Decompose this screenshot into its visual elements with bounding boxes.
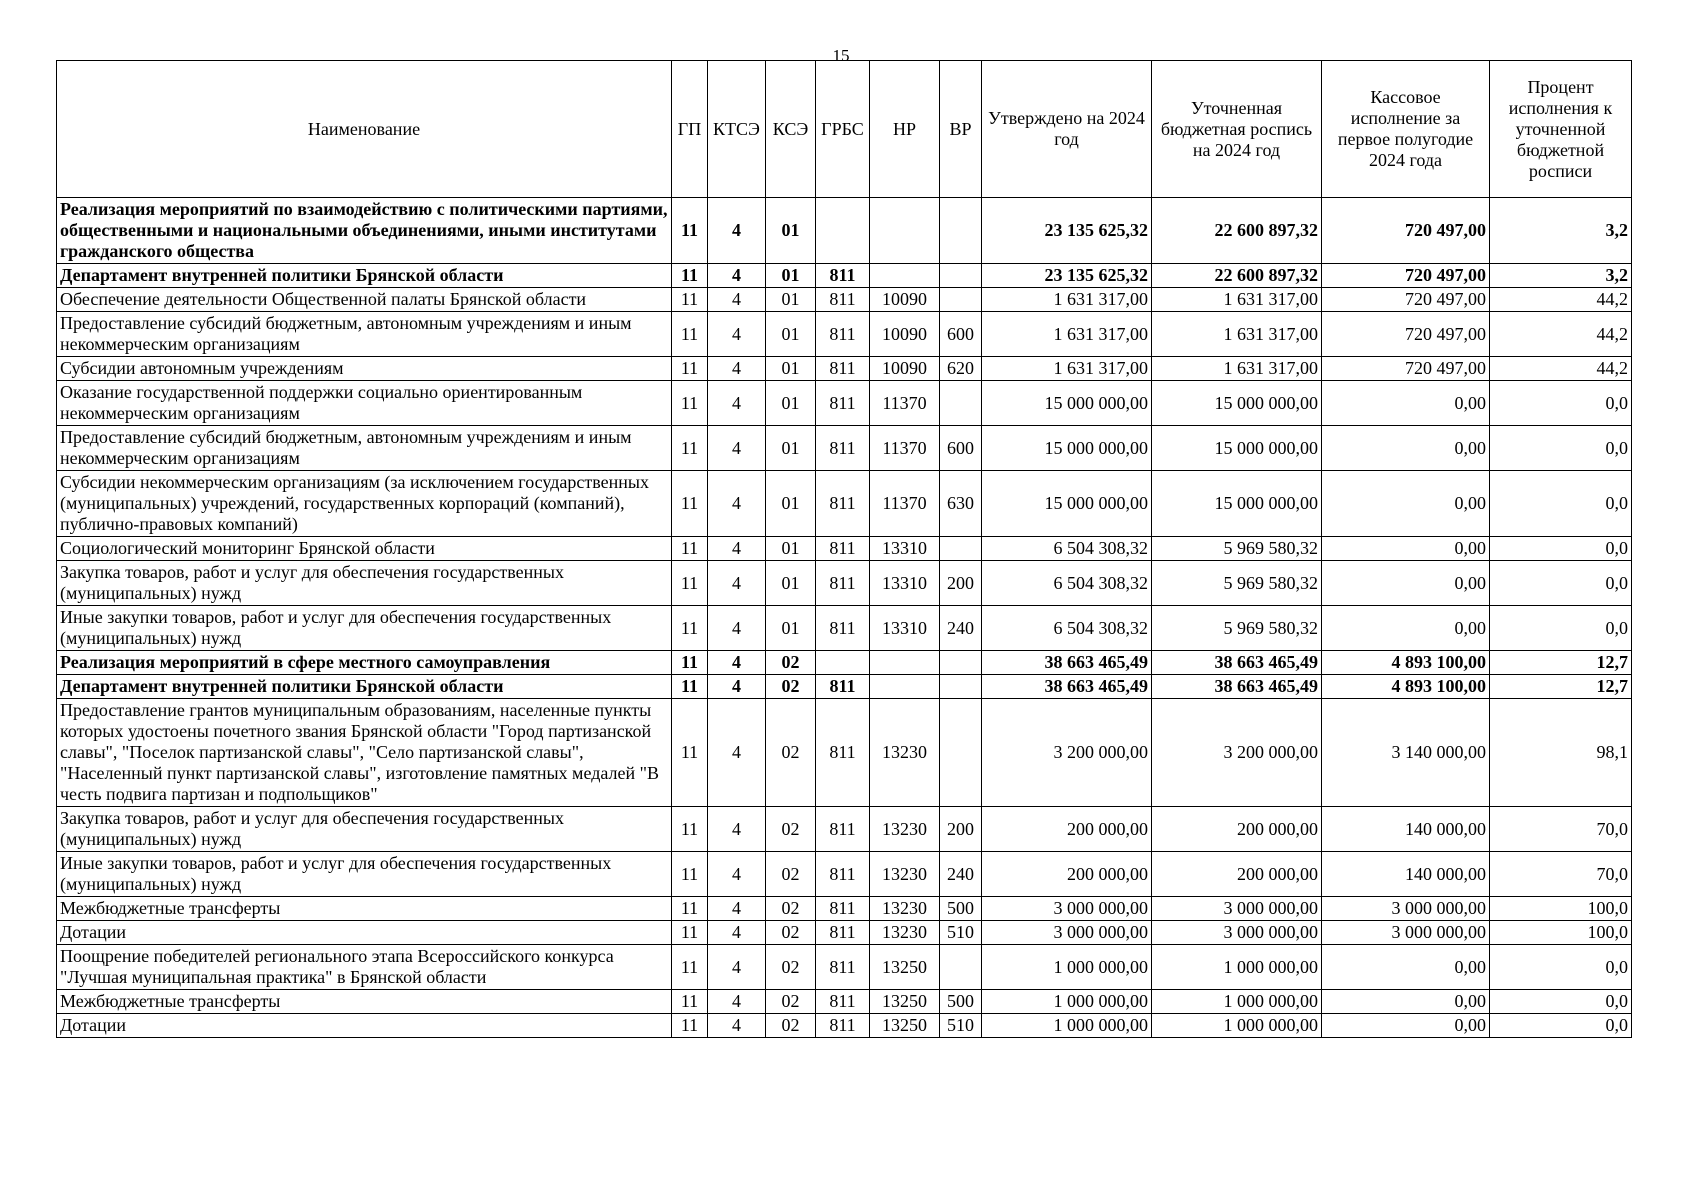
table-row [57,945,1632,990]
cell-ktse: 4 [708,357,766,381]
cell-cash: 0,00 [1322,471,1490,537]
cell-grbs: 811 [816,312,870,357]
cell-gp: 11 [672,675,708,699]
cell-name: Предоставление грантов муниципальным образованиям, населенные пункты которых удостоены почетного звания Брянской области "Город партизанской славы", "Поселок партизанской славы", "Село партизанской славы", "Населенный пункт партизанской славы", изготовление памятных медалей "В честь подвига партизан и подпольщиков" [57,699,672,807]
table-row [57,537,1632,561]
cell-grbs: 811 [816,897,870,921]
cell-cash: 0,00 [1322,990,1490,1014]
header-nr: НР [870,61,940,198]
cell-ktse: 4 [708,264,766,288]
cell-cash: 720 497,00 [1322,198,1490,264]
cell-name: Субсидии автономным учреждениям [57,357,672,381]
cell-percent: 0,0 [1490,1014,1632,1038]
cell-nr: 13310 [870,537,940,561]
cell-kse: 02 [766,807,816,852]
cell-gp: 11 [672,852,708,897]
cell-gp: 11 [672,1014,708,1038]
cell-kse: 02 [766,651,816,675]
table-row [57,852,1632,897]
cell-cash: 3 000 000,00 [1322,921,1490,945]
cell-gp: 11 [672,897,708,921]
header-grbs: ГРБС [816,61,870,198]
cell-nr: 11370 [870,426,940,471]
cell-refined: 1 000 000,00 [1152,1014,1322,1038]
cell-cash: 3 140 000,00 [1322,699,1490,807]
cell-approved: 3 200 000,00 [982,699,1152,807]
cell-kse: 01 [766,264,816,288]
header-name: Наименование [57,61,672,198]
cell-cash: 140 000,00 [1322,852,1490,897]
cell-approved: 15 000 000,00 [982,426,1152,471]
cell-ktse: 4 [708,921,766,945]
cell-nr: 13250 [870,1014,940,1038]
table-row [57,312,1632,357]
cell-refined: 5 969 580,32 [1152,537,1322,561]
cell-percent: 0,0 [1490,537,1632,561]
cell-grbs [816,198,870,264]
cell-name: Закупка товаров, работ и услуг для обеспечения государственных (муниципальных) нужд [57,807,672,852]
cell-cash: 720 497,00 [1322,264,1490,288]
cell-kse: 01 [766,288,816,312]
cell-ktse: 4 [708,606,766,651]
cell-name: Дотации [57,921,672,945]
cell-gp: 11 [672,921,708,945]
cell-cash: 4 893 100,00 [1322,675,1490,699]
cell-approved: 38 663 465,49 [982,651,1152,675]
cell-cash: 720 497,00 [1322,357,1490,381]
cell-nr: 13230 [870,921,940,945]
cell-gp: 11 [672,606,708,651]
cell-nr: 13310 [870,606,940,651]
cell-nr: 11370 [870,471,940,537]
header-ktse: КТСЭ [708,61,766,198]
table-row [57,1014,1632,1038]
cell-cash: 720 497,00 [1322,288,1490,312]
cell-ktse: 4 [708,1014,766,1038]
cell-ktse: 4 [708,852,766,897]
cell-name: Реализация мероприятий в сфере местного самоуправления [57,651,672,675]
cell-percent: 0,0 [1490,471,1632,537]
cell-refined: 1 000 000,00 [1152,945,1322,990]
cell-percent: 0,0 [1490,990,1632,1014]
cell-refined: 15 000 000,00 [1152,426,1322,471]
table-row [57,561,1632,606]
cell-grbs: 811 [816,606,870,651]
cell-kse: 01 [766,312,816,357]
cell-grbs: 811 [816,264,870,288]
cell-kse: 01 [766,381,816,426]
cell-name: Социологический мониторинг Брянской области [57,537,672,561]
cell-grbs: 811 [816,675,870,699]
cell-percent: 0,0 [1490,381,1632,426]
cell-approved: 6 504 308,32 [982,537,1152,561]
cell-refined: 200 000,00 [1152,852,1322,897]
cell-name: Департамент внутренней политики Брянской области [57,264,672,288]
cell-refined: 22 600 897,32 [1152,198,1322,264]
cell-nr: 10090 [870,312,940,357]
cell-refined: 38 663 465,49 [1152,675,1322,699]
header-kse: КСЭ [766,61,816,198]
cell-cash: 720 497,00 [1322,312,1490,357]
cell-approved: 1 000 000,00 [982,990,1152,1014]
cell-gp: 11 [672,381,708,426]
header-percent: Процент исполнения к уточненной бюджетной росписи [1490,61,1632,198]
cell-refined: 3 000 000,00 [1152,897,1322,921]
cell-vr [940,288,982,312]
cell-cash: 0,00 [1322,381,1490,426]
table-row [57,198,1632,264]
cell-name: Иные закупки товаров, работ и услуг для обеспечения государственных (муниципальных) нужд [57,606,672,651]
cell-kse: 02 [766,945,816,990]
table-row [57,807,1632,852]
cell-approved: 3 000 000,00 [982,897,1152,921]
cell-name: Закупка товаров, работ и услуг для обеспечения государственных (муниципальных) нужд [57,561,672,606]
cell-gp: 11 [672,288,708,312]
cell-name: Дотации [57,1014,672,1038]
table-row [57,381,1632,426]
cell-nr: 13250 [870,945,940,990]
cell-cash: 4 893 100,00 [1322,651,1490,675]
table-row [57,897,1632,921]
cell-nr: 10090 [870,357,940,381]
cell-grbs: 811 [816,699,870,807]
cell-percent: 12,7 [1490,651,1632,675]
cell-kse: 02 [766,990,816,1014]
cell-ktse: 4 [708,945,766,990]
table-row [57,651,1632,675]
cell-approved: 1 000 000,00 [982,1014,1152,1038]
cell-kse: 01 [766,471,816,537]
cell-name: Межбюджетные трансферты [57,897,672,921]
table-row [57,990,1632,1014]
cell-kse: 02 [766,1014,816,1038]
cell-gp: 11 [672,990,708,1014]
cell-nr: 13310 [870,561,940,606]
cell-refined: 15 000 000,00 [1152,381,1322,426]
cell-cash: 0,00 [1322,561,1490,606]
cell-cash: 0,00 [1322,1014,1490,1038]
table-header-row [57,61,1632,198]
cell-percent: 12,7 [1490,675,1632,699]
cell-vr: 200 [940,807,982,852]
cell-vr [940,651,982,675]
cell-grbs: 811 [816,852,870,897]
cell-nr [870,675,940,699]
cell-grbs: 811 [816,471,870,537]
cell-gp: 11 [672,651,708,675]
cell-refined: 3 200 000,00 [1152,699,1322,807]
cell-vr: 500 [940,897,982,921]
cell-ktse: 4 [708,426,766,471]
cell-refined: 1 631 317,00 [1152,357,1322,381]
cell-vr [940,264,982,288]
cell-ktse: 4 [708,651,766,675]
cell-cash: 140 000,00 [1322,807,1490,852]
cell-percent: 44,2 [1490,357,1632,381]
cell-percent: 70,0 [1490,852,1632,897]
cell-percent: 3,2 [1490,264,1632,288]
header-refined: Уточненная бюджетная роспись на 2024 год [1152,61,1322,198]
cell-ktse: 4 [708,699,766,807]
cell-approved: 15 000 000,00 [982,471,1152,537]
cell-vr: 600 [940,312,982,357]
cell-percent: 0,0 [1490,561,1632,606]
cell-approved: 1 631 317,00 [982,288,1152,312]
cell-gp: 11 [672,561,708,606]
cell-approved: 6 504 308,32 [982,561,1152,606]
cell-ktse: 4 [708,471,766,537]
table-row [57,288,1632,312]
cell-kse: 02 [766,897,816,921]
cell-vr [940,945,982,990]
cell-grbs: 811 [816,381,870,426]
cell-nr [870,651,940,675]
cell-percent: 98,1 [1490,699,1632,807]
cell-kse: 01 [766,561,816,606]
cell-grbs: 811 [816,357,870,381]
table-row [57,921,1632,945]
table-row [57,606,1632,651]
cell-approved: 6 504 308,32 [982,606,1152,651]
cell-vr: 240 [940,606,982,651]
cell-approved: 3 000 000,00 [982,921,1152,945]
cell-name: Обеспечение деятельности Общественной палаты Брянской области [57,288,672,312]
cell-name: Иные закупки товаров, работ и услуг для обеспечения государственных (муниципальных) нужд [57,852,672,897]
cell-refined: 5 969 580,32 [1152,606,1322,651]
cell-kse: 01 [766,426,816,471]
cell-percent: 44,2 [1490,288,1632,312]
cell-cash: 0,00 [1322,537,1490,561]
cell-vr [940,537,982,561]
cell-nr: 10090 [870,288,940,312]
cell-grbs: 811 [816,921,870,945]
cell-refined: 38 663 465,49 [1152,651,1322,675]
cell-vr [940,699,982,807]
cell-ktse: 4 [708,381,766,426]
cell-percent: 70,0 [1490,807,1632,852]
cell-gp: 11 [672,537,708,561]
header-vr: ВР [940,61,982,198]
cell-approved: 38 663 465,49 [982,675,1152,699]
cell-kse: 01 [766,198,816,264]
table-row [57,675,1632,699]
cell-percent: 44,2 [1490,312,1632,357]
cell-nr: 13230 [870,807,940,852]
cell-vr [940,381,982,426]
cell-cash: 0,00 [1322,945,1490,990]
cell-refined: 22 600 897,32 [1152,264,1322,288]
cell-kse: 02 [766,699,816,807]
cell-nr: 13230 [870,897,940,921]
cell-ktse: 4 [708,288,766,312]
cell-vr: 510 [940,921,982,945]
cell-approved: 23 135 625,32 [982,198,1152,264]
page-number: 15 [832,46,850,65]
cell-vr [940,675,982,699]
cell-gp: 11 [672,945,708,990]
header-cash: Кассовое исполнение за первое полугодие 2024 года [1322,61,1490,198]
cell-vr: 600 [940,426,982,471]
cell-name: Оказание государственной поддержки социально ориентированным некоммерческим организациям [57,381,672,426]
cell-refined: 3 000 000,00 [1152,921,1322,945]
cell-approved: 23 135 625,32 [982,264,1152,288]
cell-ktse: 4 [708,561,766,606]
cell-cash: 0,00 [1322,606,1490,651]
cell-approved: 1 631 317,00 [982,357,1152,381]
cell-ktse: 4 [708,198,766,264]
cell-name: Департамент внутренней политики Брянской области [57,675,672,699]
cell-nr: 11370 [870,381,940,426]
cell-approved: 15 000 000,00 [982,381,1152,426]
cell-refined: 5 969 580,32 [1152,561,1322,606]
cell-nr: 13230 [870,699,940,807]
table-row [57,471,1632,537]
budget-table [56,60,1632,1038]
cell-grbs: 811 [816,561,870,606]
cell-cash: 0,00 [1322,426,1490,471]
cell-kse: 02 [766,921,816,945]
cell-grbs: 811 [816,537,870,561]
cell-name: Предоставление субсидий бюджетным, автономным учреждениям и иным некоммерческим организациям [57,426,672,471]
cell-approved: 1 631 317,00 [982,312,1152,357]
cell-vr: 200 [940,561,982,606]
cell-nr: 13250 [870,990,940,1014]
table-row [57,699,1632,807]
table-row [57,264,1632,288]
table-row [57,426,1632,471]
cell-grbs: 811 [816,288,870,312]
cell-grbs: 811 [816,1014,870,1038]
cell-vr: 630 [940,471,982,537]
cell-percent: 0,0 [1490,606,1632,651]
cell-ktse: 4 [708,675,766,699]
cell-gp: 11 [672,699,708,807]
cell-ktse: 4 [708,990,766,1014]
cell-approved: 200 000,00 [982,807,1152,852]
cell-vr [940,198,982,264]
cell-nr [870,264,940,288]
cell-gp: 11 [672,426,708,471]
cell-vr: 510 [940,1014,982,1038]
header-approved: Утверждено на 2024 год [982,61,1152,198]
cell-grbs [816,651,870,675]
cell-ktse: 4 [708,807,766,852]
cell-approved: 200 000,00 [982,852,1152,897]
cell-nr [870,198,940,264]
cell-nr: 13230 [870,852,940,897]
cell-name: Субсидии некоммерческим организациям (за исключением государственных (муниципальных) учреждений, государственных корпораций (компаний), публично-правовых компаний) [57,471,672,537]
cell-refined: 1 631 317,00 [1152,288,1322,312]
cell-kse: 01 [766,537,816,561]
cell-percent: 100,0 [1490,897,1632,921]
cell-gp: 11 [672,198,708,264]
cell-approved: 1 000 000,00 [982,945,1152,990]
cell-grbs: 811 [816,426,870,471]
cell-vr: 240 [940,852,982,897]
cell-refined: 1 631 317,00 [1152,312,1322,357]
cell-kse: 01 [766,606,816,651]
cell-vr: 500 [940,990,982,1014]
cell-ktse: 4 [708,897,766,921]
cell-vr: 620 [940,357,982,381]
cell-cash: 3 000 000,00 [1322,897,1490,921]
cell-gp: 11 [672,312,708,357]
cell-kse: 02 [766,675,816,699]
cell-gp: 11 [672,357,708,381]
table-row [57,357,1632,381]
cell-ktse: 4 [708,537,766,561]
cell-gp: 11 [672,264,708,288]
cell-kse: 01 [766,357,816,381]
cell-name: Предоставление субсидий бюджетным, автономным учреждениям и иным некоммерческим организациям [57,312,672,357]
cell-percent: 0,0 [1490,945,1632,990]
cell-percent: 3,2 [1490,198,1632,264]
cell-refined: 200 000,00 [1152,807,1322,852]
cell-grbs: 811 [816,990,870,1014]
cell-refined: 1 000 000,00 [1152,990,1322,1014]
cell-refined: 15 000 000,00 [1152,471,1322,537]
cell-gp: 11 [672,471,708,537]
cell-percent: 100,0 [1490,921,1632,945]
cell-kse: 02 [766,852,816,897]
header-gp: ГП [672,61,708,198]
cell-name: Реализация мероприятий по взаимодействию с политическими партиями, общественными и национальными объединениями, иными институтами гражданского общества [57,198,672,264]
cell-grbs: 811 [816,945,870,990]
cell-gp: 11 [672,807,708,852]
cell-ktse: 4 [708,312,766,357]
cell-percent: 0,0 [1490,426,1632,471]
cell-grbs: 811 [816,807,870,852]
cell-name: Поощрение победителей регионального этапа Всероссийского конкурса "Лучшая муниципальная практика" в Брянской области [57,945,672,990]
cell-name: Межбюджетные трансферты [57,990,672,1014]
